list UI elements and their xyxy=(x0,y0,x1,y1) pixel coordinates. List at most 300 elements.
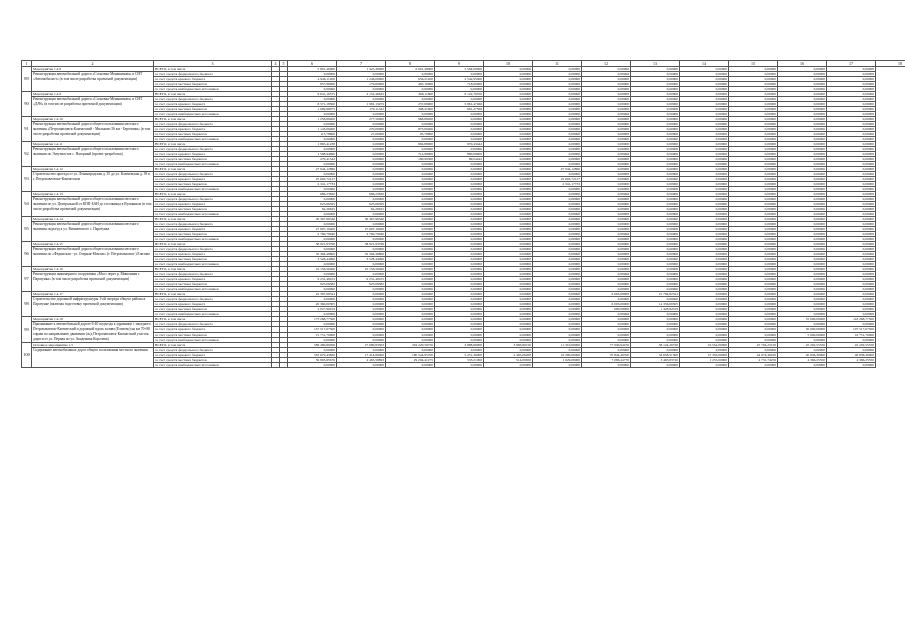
amount-cell: 0,00000 xyxy=(778,237,827,242)
funding-source: за счет средств федерального бюджета xyxy=(154,272,272,277)
amount-cell: 0,00000 xyxy=(288,363,337,368)
amount-cell: 0,00000 xyxy=(827,348,876,353)
amount-cell: 0,00000 xyxy=(631,192,680,197)
amount-cell: 0,00000 xyxy=(582,182,631,187)
funding-source: за счет средств местных бюджетов xyxy=(154,257,272,262)
amount-cell: 0,00000 xyxy=(631,212,680,217)
amount-cell: 0,00000 xyxy=(484,77,533,82)
amount-cell: 0,00000 xyxy=(386,297,435,302)
amount-cell: 0,00000 xyxy=(729,147,778,152)
amount-cell: 0,00000 xyxy=(729,282,778,287)
measure-description: Примыкание к автомобильной дороге 6-40 подъезда к здравнице с западного Петропавловск-Камчатский и дорожкой вдоль залива (Елизово) на км 70+80 справа по направлению движения (ж/д Петропавловск-Камчатский участок дороги от ул. Первая по ул. Академика Королева) xyxy=(32,322,154,343)
amount-cell: 173 268,77500 xyxy=(288,317,337,322)
measure-description: Реконструкция автомобильной дороги «Сосновка-Меньшикова» в СНТ «ДАЧ» (в том числе разработка проектной документации) xyxy=(32,97,154,117)
amount-cell: 0,00000 xyxy=(729,192,778,197)
amount-cell: 44 974,48100 xyxy=(729,353,778,358)
funding-source: ВСЕГО, в том числе xyxy=(154,292,272,297)
funding-source: за счет средств внебюджетных источников xyxy=(154,137,272,142)
amount-cell: 0,00000 xyxy=(337,87,386,92)
amount-cell: 4 731,74250 xyxy=(729,358,778,363)
amount-cell: 0,00000 xyxy=(435,332,484,337)
amount-cell: 0,00000 xyxy=(778,212,827,217)
amount-cell: 179,60000 xyxy=(337,82,386,87)
amount-cell: 0,00000 xyxy=(729,112,778,117)
amount-cell: 0,00000 xyxy=(337,167,386,172)
amount-cell: 10 751,70000 xyxy=(827,332,876,337)
amount-cell: 0,00000 xyxy=(631,87,680,92)
amount-cell: 0,00000 xyxy=(582,227,631,232)
amount-cell: 0,00000 xyxy=(582,287,631,292)
amount-cell: 0,00000 xyxy=(435,297,484,302)
row-number: 95 xyxy=(22,217,32,242)
amount-cell: 0,00000 xyxy=(582,232,631,237)
amount-cell: 0,00000 xyxy=(386,247,435,252)
amount-cell: 0,00000 xyxy=(729,87,778,92)
amount-cell: 5 251,30000 xyxy=(435,353,484,358)
amount-cell: 0,00000 xyxy=(778,277,827,282)
measure-description: Содержание автомобильных дорог общего пользования местного значения xyxy=(32,348,154,368)
amount-cell: 0,00000 xyxy=(582,348,631,353)
funding-source: за счет средств краевого бюджета xyxy=(154,152,272,157)
funding-source: за счет средств местных бюджетов xyxy=(154,358,272,363)
amount-cell: 89,04442 xyxy=(435,157,484,162)
funding-source: за счет средств внебюджетных источников xyxy=(154,112,272,117)
amount-cell: 0,00000 xyxy=(729,162,778,167)
funding-source: за счет средств местных бюджетов xyxy=(154,232,272,237)
funding-source: за счет средств федерального бюджета xyxy=(154,122,272,127)
amount-cell: 0,00000 xyxy=(533,157,582,162)
funding-source: за счет средств внебюджетных источников xyxy=(154,337,272,342)
amount-cell: 0,00000 xyxy=(484,307,533,312)
amount-cell: 0,00000 xyxy=(778,247,827,252)
amount-cell: 0,00000 xyxy=(778,127,827,132)
amount-cell: 0,00000 xyxy=(827,217,876,222)
amount-cell: 600,08000 xyxy=(582,307,631,312)
amount-cell: 0,00000 xyxy=(484,67,533,72)
amount-cell: 0,00000 xyxy=(533,122,582,127)
amount-cell: 0,00000 xyxy=(484,242,533,247)
amount-cell: 0,00000 xyxy=(778,267,827,272)
amount-cell: 0,00000 xyxy=(778,172,827,177)
amount-cell: 465,16000 xyxy=(386,82,435,87)
amount-cell: 0,00000 xyxy=(533,207,582,212)
amount-cell: 0,00000 xyxy=(778,207,827,212)
amount-cell: 0,00000 xyxy=(288,262,337,267)
amount-cell: 0,00000 xyxy=(729,117,778,122)
row-number: 100 xyxy=(22,343,32,368)
amount-cell: 0,00000 xyxy=(582,142,631,147)
amount-cell: 0,00000 xyxy=(778,187,827,192)
amount-cell: 0,00000 xyxy=(582,137,631,142)
amount-cell: 0,00000 xyxy=(288,247,337,252)
amount-cell: 0,00000 xyxy=(288,197,337,202)
amount-cell: 0,00000 xyxy=(778,162,827,167)
amount-cell: 0,00000 xyxy=(680,232,729,237)
amount-cell: 0,00000 xyxy=(386,122,435,127)
amount-cell: 0,00000 xyxy=(729,152,778,157)
funding-source: за счет средств внебюджетных источников xyxy=(154,212,272,217)
amount-cell: 0,00000 xyxy=(288,162,337,167)
amount-cell: 0,00000 xyxy=(533,322,582,327)
amount-cell: 0,00000 xyxy=(337,247,386,252)
funding-source: за счет средств краевого бюджета xyxy=(154,353,272,358)
funding-source: за счет средств федерального бюджета xyxy=(154,322,272,327)
column-number: 5 xyxy=(280,61,288,67)
amount-cell: 0,00000 xyxy=(337,112,386,117)
amount-cell: 0,00000 xyxy=(533,87,582,92)
row-number: 99 xyxy=(22,317,32,343)
measure-description: Реконструкция автомобильной дороги общего пользования местного значения «Петропавловск-Камчатский - Мильково 56 км - Березовая» (в том числе разработка проектной документации) xyxy=(32,122,154,142)
amount-cell: 0,00000 xyxy=(288,172,337,177)
amount-cell: 0,00000 xyxy=(680,67,729,72)
amount-cell: 0,00000 xyxy=(680,87,729,92)
amount-cell: 0,00000 xyxy=(484,142,533,147)
amount-cell: 3 528,44990 xyxy=(337,257,386,262)
amount-cell: 0,00000 xyxy=(827,337,876,342)
funding-source: за счет средств федерального бюджета xyxy=(154,72,272,77)
funding-source: за счет средств федерального бюджета xyxy=(154,197,272,202)
amount-cell: 0,00000 xyxy=(778,197,827,202)
amount-cell: 0,00000 xyxy=(533,67,582,72)
amount-cell: 0,00000 xyxy=(533,132,582,137)
amount-cell: 880,09000 xyxy=(435,152,484,157)
amount-cell: 2 341,17733 xyxy=(288,182,337,187)
amount-cell: 0,00000 xyxy=(680,332,729,337)
amount-cell: 718,00000 xyxy=(435,82,484,87)
amount-cell: 0,00000 xyxy=(631,252,680,257)
amount-cell: 0,00000 xyxy=(729,252,778,257)
amount-cell: 0,00000 xyxy=(582,282,631,287)
funding-source: за счет средств краевого бюджета xyxy=(154,327,272,332)
measure-title: Мероприятие 1.4.9 xyxy=(32,92,154,97)
amount-cell: 0,00000 xyxy=(435,172,484,177)
amount-cell: 0,00000 xyxy=(386,277,435,282)
amount-cell: 0,00000 xyxy=(435,207,484,212)
amount-cell: 10 290,00000 xyxy=(533,353,582,358)
amount-cell: 6 003,00000 xyxy=(582,302,631,307)
row-number: 92 xyxy=(22,142,32,167)
amount-cell: 0,00000 xyxy=(533,337,582,342)
amount-cell: 0,00000 xyxy=(729,363,778,368)
funding-source: за счет средств федерального бюджета xyxy=(154,147,272,152)
amount-cell: 0,00000 xyxy=(729,167,778,172)
amount-cell: 0,00000 xyxy=(680,72,729,77)
column-number: 3 xyxy=(154,61,272,67)
amount-cell: 0,00000 xyxy=(337,348,386,353)
funding-source: ВСЕГО, в том числе xyxy=(154,242,272,247)
amount-cell: 0,00000 xyxy=(582,82,631,87)
amount-cell: 0,00000 xyxy=(435,242,484,247)
amount-cell: 0,00000 xyxy=(680,267,729,272)
amount-cell: 0,00000 xyxy=(827,212,876,217)
amount-cell: 0,00000 xyxy=(435,348,484,353)
measure-description: Реконструкция автомобильной дороги общего пользования местного значения по ул. Центральной от КПП-БАН до гостиницы в Вулканном (в том числе разработка проектной документации) xyxy=(32,197,154,217)
amount-cell: 0,00000 xyxy=(729,312,778,317)
amount-cell: 0,00000 xyxy=(288,122,337,127)
amount-cell: 0,00000 xyxy=(484,132,533,137)
amount-cell: 0,00000 xyxy=(484,162,533,167)
amount-cell: 0,00000 xyxy=(680,162,729,167)
amount-cell: 1 029,00000 xyxy=(533,358,582,363)
amount-cell: 0,00000 xyxy=(827,182,876,187)
amount-cell: 0,00000 xyxy=(729,302,778,307)
amount-cell: 0,00000 xyxy=(386,217,435,222)
measure-title: Мероприятие 1.4.15 xyxy=(32,242,154,247)
amount-cell: 0,00000 xyxy=(484,197,533,202)
amount-cell: 157 517,07500 xyxy=(288,327,337,332)
amount-cell: 0,00000 xyxy=(827,277,876,282)
funding-source: за счет средств краевого бюджета xyxy=(154,252,272,257)
amount-cell: 0,00000 xyxy=(827,257,876,262)
amount-cell: 0,00000 xyxy=(631,222,680,227)
amount-cell: 0,00000 xyxy=(386,242,435,247)
amount-cell: 0,00000 xyxy=(631,97,680,102)
amount-cell: 0,00000 xyxy=(778,182,827,187)
amount-cell: 0,00000 xyxy=(827,232,876,237)
amount-cell: 0,00000 xyxy=(778,222,827,227)
amount-cell: 0,00000 xyxy=(533,232,582,237)
amount-cell: 0,00000 xyxy=(827,72,876,77)
amount-cell: 25 602,72127 xyxy=(288,177,337,182)
amount-cell: 0,00000 xyxy=(435,227,484,232)
funding-source: за счет средств федерального бюджета xyxy=(154,97,272,102)
amount-cell: 0,00000 xyxy=(533,192,582,197)
amount-cell: 0,00000 xyxy=(631,127,680,132)
amount-cell: 0,00000 xyxy=(680,142,729,147)
amount-cell: 1 255,00000 xyxy=(680,358,729,363)
amount-cell: 0,00000 xyxy=(386,207,435,212)
amount-cell: 0,00000 xyxy=(288,297,337,302)
amount-cell: 0,00000 xyxy=(631,167,680,172)
amount-cell: 5 861,47460 xyxy=(435,102,484,107)
amount-cell: 27 944,12860 xyxy=(533,167,582,172)
amount-cell: 0,00000 xyxy=(778,272,827,277)
amount-cell: 0,00000 xyxy=(827,187,876,192)
amount-cell: 0,00000 xyxy=(435,312,484,317)
amount-cell: 0,00000 xyxy=(680,177,729,182)
amount-cell: 0,00000 xyxy=(435,197,484,202)
funding-source: за счет средств внебюджетных источников xyxy=(154,262,272,267)
amount-cell: 0,00000 xyxy=(631,67,680,72)
amount-cell: 625,66595 xyxy=(288,202,337,207)
amount-cell: 0,00000 xyxy=(631,157,680,162)
amount-cell: 0,00000 xyxy=(582,322,631,327)
amount-cell: 0,00000 xyxy=(337,182,386,187)
amount-cell: 0,00000 xyxy=(729,348,778,353)
amount-cell: 0,00000 xyxy=(729,322,778,327)
amount-cell: 40 836,30000 xyxy=(778,353,827,358)
amount-cell: 0,00000 xyxy=(337,332,386,337)
amount-cell: 0,00000 xyxy=(484,97,533,102)
amount-cell: 0,00000 xyxy=(631,317,680,322)
row-number: 93 xyxy=(22,167,32,192)
column-number: 7 xyxy=(337,61,386,67)
amount-cell: 0,00000 xyxy=(827,152,876,157)
funding-source: за счет средств краевого бюджета xyxy=(154,277,272,282)
amount-cell: 0,00000 xyxy=(729,177,778,182)
amount-cell: 0,00000 xyxy=(533,363,582,368)
amount-cell: 0,00000 xyxy=(680,152,729,157)
amount-cell: 35 394,48800 xyxy=(288,252,337,257)
amount-cell: 0,00000 xyxy=(435,302,484,307)
amount-cell: 0,00000 xyxy=(435,217,484,222)
measure-title: Мероприятие 1.4.14 xyxy=(32,217,154,222)
amount-cell: 0,00000 xyxy=(288,112,337,117)
amount-cell: 0,00000 xyxy=(484,332,533,337)
amount-cell: 25 602,72127 xyxy=(533,177,582,182)
amount-cell: 0,00000 xyxy=(484,117,533,122)
amount-cell: 0,00000 xyxy=(827,122,876,127)
amount-cell: 0,00000 xyxy=(337,222,386,227)
amount-cell: 0,00000 xyxy=(484,137,533,142)
amount-cell: 0,00000 xyxy=(827,227,876,232)
amount-cell: 0,00000 xyxy=(631,227,680,232)
amount-cell: 0,00000 xyxy=(435,262,484,267)
measure-title: Мероприятие 1.4.8 xyxy=(32,67,154,72)
amount-cell: 0,00000 xyxy=(680,327,729,332)
amount-cell: 0,00000 xyxy=(729,77,778,82)
amount-cell: 0,00000 xyxy=(533,97,582,102)
amount-cell: 0,00000 xyxy=(337,177,386,182)
amount-cell: 0,00000 xyxy=(533,217,582,222)
amount-cell: 0,00000 xyxy=(484,87,533,92)
amount-cell: 0,00000 xyxy=(827,312,876,317)
amount-cell: 0,00000 xyxy=(288,72,337,77)
amount-cell: 0,00000 xyxy=(827,127,876,132)
amount-cell: 29 294,41275 xyxy=(386,358,435,363)
amount-cell: 0,00000 xyxy=(288,212,337,217)
amount-cell: 0,00000 xyxy=(484,297,533,302)
amount-cell: 0,00000 xyxy=(386,337,435,342)
amount-cell: 894,88000 xyxy=(386,142,435,147)
amount-cell: 0,00000 xyxy=(533,252,582,257)
funding-source: ВСЕГО, в том числе xyxy=(154,267,272,272)
amount-cell: 0,00000 xyxy=(631,297,680,302)
amount-cell: 0,00000 xyxy=(533,227,582,232)
amount-cell: 0,00000 xyxy=(484,322,533,327)
amount-cell: 0,00000 xyxy=(386,137,435,142)
amount-cell: 0,00000 xyxy=(533,82,582,87)
amount-cell: 0,00000 xyxy=(337,172,386,177)
amount-cell: 0,00000 xyxy=(729,197,778,202)
amount-cell: 0,00000 xyxy=(680,147,729,152)
amount-cell: 0,00000 xyxy=(582,107,631,112)
amount-cell: 533,21000 xyxy=(435,358,484,363)
amount-cell: 0,00000 xyxy=(680,132,729,137)
amount-cell: 0,00000 xyxy=(631,363,680,368)
amount-cell: 0,00000 xyxy=(435,167,484,172)
amount-cell: 270,00000 xyxy=(337,127,386,132)
amount-cell: 4 366,25550 xyxy=(778,358,827,363)
amount-cell: 0,00000 xyxy=(729,132,778,137)
amount-cell: 0,00000 xyxy=(337,137,386,142)
amount-cell: 0,00000 xyxy=(582,167,631,172)
amount-cell: 0,00000 xyxy=(778,227,827,232)
amount-cell: 0,00000 xyxy=(729,172,778,177)
funding-source: за счет средств краевого бюджета xyxy=(154,127,272,132)
amount-cell: 0,00000 xyxy=(484,72,533,77)
amount-cell: 0,00000 xyxy=(386,202,435,207)
amount-cell: 180,90300 xyxy=(386,157,435,162)
amount-cell: 6 601,48000 xyxy=(386,67,435,72)
amount-cell: 0,00000 xyxy=(337,297,386,302)
amount-cell: 0,00000 xyxy=(337,317,386,322)
amount-cell: 0,00000 xyxy=(729,227,778,232)
amount-cell: 0,00000 xyxy=(386,322,435,327)
amount-cell: 1 143,09400 xyxy=(288,127,337,132)
amount-cell: 0,00000 xyxy=(827,177,876,182)
amount-cell: 0,00000 xyxy=(484,182,533,187)
amount-cell: 0,00000 xyxy=(484,252,533,257)
amount-cell: 0,00000 xyxy=(729,247,778,252)
amount-cell: 0,00000 xyxy=(827,92,876,97)
amount-cell: 1 981,13255 xyxy=(337,102,386,107)
amount-cell: 0,00000 xyxy=(386,262,435,267)
amount-cell: 0,00000 xyxy=(288,272,337,277)
amount-cell: 0,00000 xyxy=(582,187,631,192)
amount-cell: 0,00000 xyxy=(729,142,778,147)
amount-cell: 0,00000 xyxy=(533,187,582,192)
amount-cell: 0,00000 xyxy=(778,167,827,172)
amount-cell: 0,00000 xyxy=(582,87,631,92)
amount-cell: 714,98000 xyxy=(386,152,435,157)
amount-cell: 0,00000 xyxy=(827,142,876,147)
amount-cell: 0,00000 xyxy=(778,67,827,72)
amount-cell: 0,00000 xyxy=(631,277,680,282)
amount-cell: 0,00000 xyxy=(533,127,582,132)
amount-cell: 62,26625 xyxy=(337,207,386,212)
amount-cell: 0,00000 xyxy=(484,227,533,232)
column-number: 8 xyxy=(386,61,435,67)
amount-cell: 0,00000 xyxy=(778,107,827,112)
amount-cell: 15 350,00000 xyxy=(680,353,729,358)
amount-cell: 0,00000 xyxy=(631,82,680,87)
amount-cell: 0,00000 xyxy=(631,322,680,327)
measure-title: Основное мероприятие 1.5 xyxy=(32,343,154,348)
amount-cell: 0,00000 xyxy=(778,257,827,262)
row-number: 97 xyxy=(22,267,32,292)
table-row xyxy=(22,363,905,368)
amount-cell: 0,00000 xyxy=(533,237,582,242)
amount-cell: 0,00000 xyxy=(778,307,827,312)
amount-cell: 0,00000 xyxy=(827,82,876,87)
amount-cell: 0,00000 xyxy=(582,262,631,267)
amount-cell: 38 921,93790 xyxy=(337,242,386,247)
amount-cell: 0,00000 xyxy=(827,363,876,368)
amount-cell: 0,00000 xyxy=(680,182,729,187)
funding-source: за счет средств федерального бюджета xyxy=(154,348,272,353)
amount-cell: 0,00000 xyxy=(533,257,582,262)
column-number: 1 xyxy=(22,61,32,67)
amount-cell: 10 156,56490 xyxy=(337,267,386,272)
amount-cell: 0,00000 xyxy=(680,257,729,262)
amount-cell: 0,00000 xyxy=(827,97,876,102)
amount-cell: 0,00000 xyxy=(729,242,778,247)
amount-cell: 0,00000 xyxy=(680,277,729,282)
amount-cell: 0,00000 xyxy=(729,277,778,282)
amount-cell: 925,08385 xyxy=(337,282,386,287)
amount-cell: 0,00000 xyxy=(680,122,729,127)
amount-cell: 0,00000 xyxy=(827,102,876,107)
amount-cell: 0,00000 xyxy=(729,237,778,242)
amount-cell: 0,00000 xyxy=(484,92,533,97)
amount-cell: 0,00000 xyxy=(533,77,582,82)
amount-cell: 0,00000 xyxy=(729,257,778,262)
amount-cell: 0,00000 xyxy=(631,152,680,157)
amount-cell: 22 387,90324 xyxy=(288,292,337,297)
amount-cell: 0,00000 xyxy=(582,202,631,207)
amount-cell: 0,00000 xyxy=(582,237,631,242)
